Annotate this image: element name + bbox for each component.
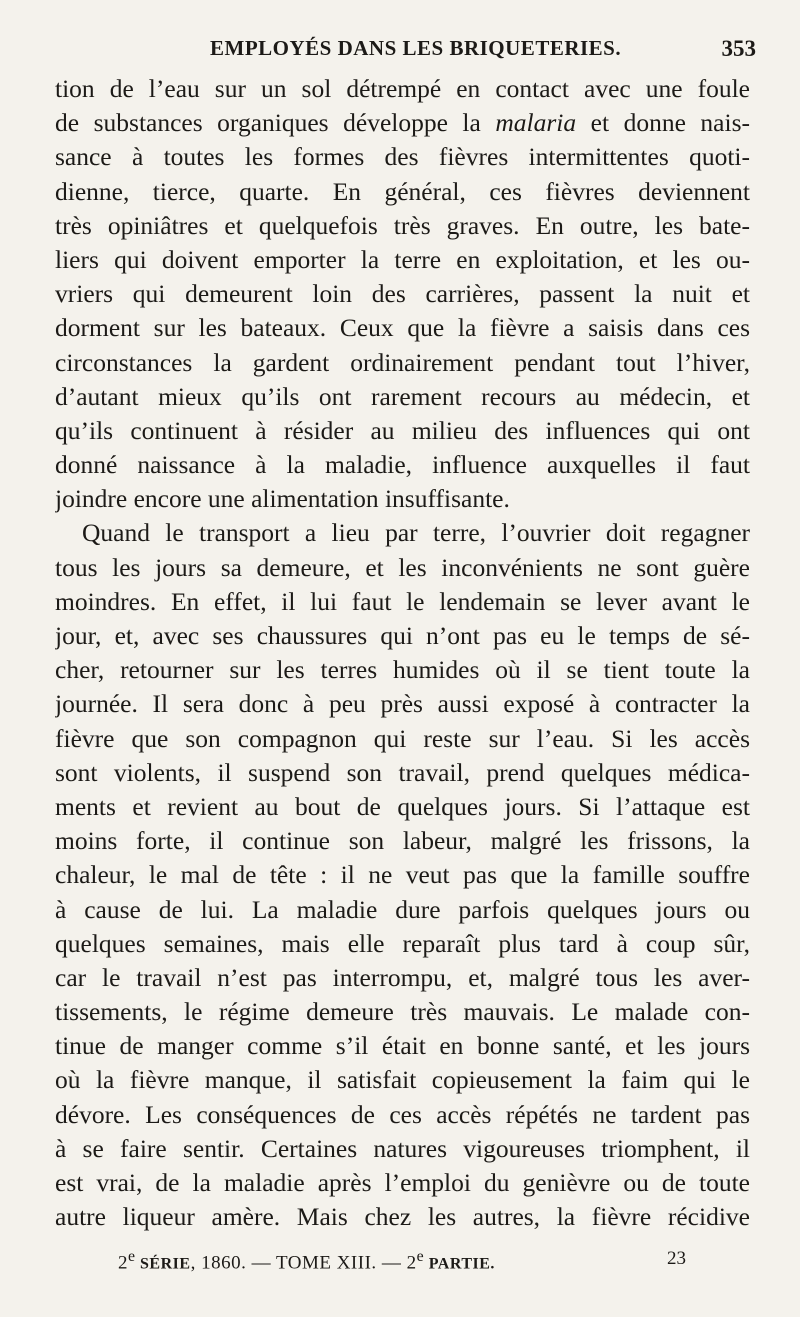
- text-line: tinue de manger comme s’il était en bonne santé, et les jours: [55, 1031, 750, 1061]
- text-line: tissements, le régime demeure très mauvais. Le malade con-: [55, 997, 750, 1027]
- text-line: circonstances la gardent ordinairement pendant tout l’hiver,: [55, 347, 750, 377]
- running-header: [60, 36, 756, 66]
- series-number: 2: [118, 1252, 128, 1274]
- body-text: [55, 72, 750, 1234]
- text-line: tion de l’eau sur un sol détrempé en contact avec une foule: [55, 74, 750, 103]
- running-title: EMPLOYÉS DANS LES BRIQUETERIES.: [210, 36, 622, 60]
- text-line: à cause de lui. La maladie dure parfois quelques jours ou: [55, 894, 750, 924]
- superscript: e: [416, 1248, 425, 1265]
- text-line: cher, retourner sur les terres humides où il se tient toute la: [55, 655, 750, 685]
- text-line: où la fièvre manque, il satisfait copieusement la faim qui le: [55, 1065, 750, 1095]
- text-line: est vrai, de la maladie après l’emploi du genièvre ou de toute: [55, 1168, 750, 1197]
- text-line: très opiniâtres et quelquefois très graves. En outre, les bate-: [55, 210, 750, 240]
- text-line: sance à toutes les formes des fièvres intermittentes quoti-: [55, 142, 750, 172]
- text-line: dorment sur les bateaux. Ceux que la fièvre a saisis dans ces: [55, 313, 750, 343]
- series-details: , 1860. — TOME XIII. — 2: [190, 1252, 417, 1274]
- text-line: quelques semaines, mais elle reparaît plus tard à coup sûr,: [55, 928, 750, 958]
- partie-word: PARTIE.: [424, 1255, 495, 1273]
- text-segment: de substances organiques développe la: [55, 108, 496, 138]
- text-line: tous les jours sa demeure, et les inconvénients ne sont guère: [55, 552, 750, 582]
- text-segment: et donne nais-: [576, 108, 750, 138]
- text-line: [55, 106, 750, 140]
- text-line: fièvre que son compagnon qui reste sur l’eau. Si les accès: [55, 723, 750, 753]
- signature-mark: 23: [667, 1248, 686, 1269]
- page-number: 353: [721, 36, 756, 61]
- page-footer: [118, 1248, 686, 1278]
- text-line: qu’ils continuent à résider au milieu des influences qui ont: [55, 415, 750, 445]
- series-line: [118, 1248, 495, 1274]
- text-line: sont violents, il suspend son travail, prend quelques médica-: [55, 757, 750, 787]
- text-line: donné naissance à la maladie, influence auxquelles il faut: [55, 450, 750, 480]
- text-line: vriers qui demeurent loin des carrières, passent la nuit et: [55, 279, 750, 309]
- paragraph-last-line: joindre encore une alimentation insuffisante.: [55, 484, 510, 514]
- text-line: à se faire sentir. Certaines natures vigoureuses triomphent, il: [55, 1133, 750, 1163]
- paragraph-first-line: Quand le transport a lieu par terre, l’ouvrier doit regagner: [82, 518, 750, 548]
- italic-term: malaria: [495, 108, 577, 138]
- text-line: dévore. Les conséquences de ces accès répétés ne tardent pas: [55, 1099, 750, 1129]
- superscript: e: [128, 1248, 136, 1265]
- text-line: moins forte, il continue son labeur, malgré les frissons, la: [55, 826, 750, 856]
- series-word: SÉRIE: [135, 1255, 191, 1273]
- text-line: jour, et, avec ses chaussures qui n’ont pas eu le temps de sé-: [55, 621, 750, 650]
- text-line: autre liqueur amère. Mais chez les autres, la fièvre récidive: [55, 1202, 750, 1232]
- text-line: moindres. En effet, il lui faut le lendemain se lever avant le: [55, 586, 750, 616]
- text-line: liers qui doivent emporter la terre en exploitation, et les ou-: [55, 244, 750, 274]
- text-line: chaleur, le mal de tête : il ne veut pas que la famille souffre: [55, 860, 750, 890]
- text-line: d’autant mieux qu’ils ont rarement recours au médecin, et: [55, 381, 750, 411]
- text-line: dienne, tierce, quarte. En général, ces fièvres deviennent: [55, 176, 750, 206]
- text-line: journée. Il sera donc à peu près aussi exposé à contracter la: [55, 689, 750, 719]
- text-line: ments et revient au bout de quelques jours. Si l’attaque est: [55, 791, 750, 821]
- text-line: car le travail n’est pas interrompu, et, malgré tous les aver-: [55, 962, 750, 992]
